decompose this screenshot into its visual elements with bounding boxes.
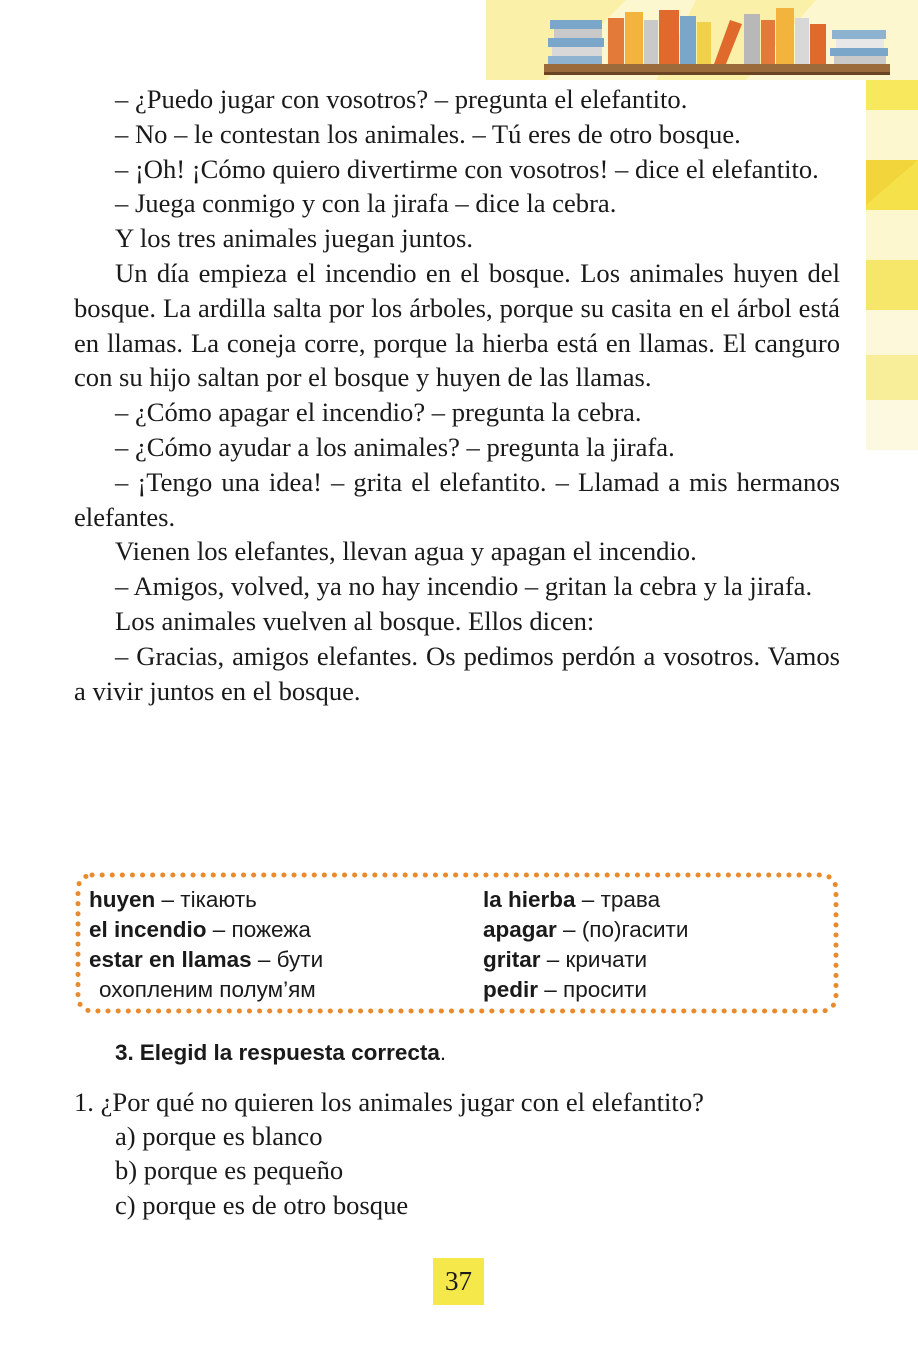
vocabulary-entry <box>483 885 688 915</box>
vocabulary-box <box>74 871 840 1015</box>
vocabulary-term: huyen <box>89 887 156 912</box>
vocabulary-entry <box>89 945 323 975</box>
vocabulary-column-right <box>483 885 688 1005</box>
bookshelf-illustration <box>486 0 918 80</box>
exercise-instruction-punct: . <box>439 1040 447 1065</box>
vocabulary-translation: – (по)гасити <box>556 917 689 942</box>
exercise-heading <box>115 1040 446 1066</box>
question-text: 1. ¿Por qué no quieren los animales jugar con el elefantito? <box>74 1087 704 1117</box>
vocabulary-translation: – пожежа <box>206 917 311 942</box>
vocabulary-translation: – кричати <box>540 947 648 972</box>
vocabulary-translation: – просити <box>538 977 647 1002</box>
story-paragraph: – ¡Tengo una idea! – grita el elefantito. – Llamad a mis hermanos elefantes. <box>74 466 840 532</box>
story-text <box>74 82 840 708</box>
story-paragraph: Un día empieza el incendio en el bosque. Los animales huyen del bosque. La ardilla salta por los árboles, porque su casita en el árbol está en llamas. La coneja corre, porque la hierba está en llamas. El canguro con su hijo saltan por el bosque y huyen de las llamas. <box>74 257 840 393</box>
vocabulary-entry <box>483 975 688 1005</box>
story-paragraph: – Gracias, amigos elefantes. Os pedimos perdón a vosotros. Vamos a vivir juntos en el bosque. <box>74 640 840 706</box>
answer-option: a) porque es blanco <box>115 1121 323 1152</box>
answer-option: b) porque es pequeño <box>115 1155 344 1186</box>
story-paragraph: Y los tres animales juegan juntos. <box>115 223 473 254</box>
vocabulary-entry-continuation <box>89 975 323 1005</box>
page-number: 37 <box>433 1258 484 1305</box>
vocabulary-term: gritar <box>483 947 541 972</box>
story-paragraph: Vienen los elefantes, llevan agua y apagan el incendio. <box>115 536 697 567</box>
vocabulary-entry <box>89 915 323 945</box>
story-paragraph: Los animales vuelven al bosque. Ellos dicen: <box>115 605 595 636</box>
vocabulary-entry <box>483 915 688 945</box>
vocabulary-translation: – трава <box>575 887 661 912</box>
vocabulary-translation: – бути <box>251 947 324 972</box>
story-paragraph: – ¿Puedo jugar con vosotros? – pregunta el elefantito. <box>115 84 688 114</box>
vocabulary-entry <box>483 945 688 975</box>
story-paragraph: – Juega conmigo y con la jirafa – dice la cebra. <box>115 188 617 219</box>
vocabulary-term: la hierba <box>483 887 576 912</box>
vocabulary-column-left <box>89 885 323 1005</box>
story-paragraph: – Amigos, volved, ya no hay incendio – gritan la cebra y la jirafa. <box>115 571 813 602</box>
answer-option: c) porque es de otro bosque <box>115 1189 409 1220</box>
exercise-instruction: Elegid la respuesta correcta <box>139 1040 440 1065</box>
story-paragraph: – ¡Oh! ¡Cómo quiero divertirme con vosotros! – dice el elefantito. <box>115 153 819 184</box>
vocabulary-term: apagar <box>483 917 557 942</box>
vocabulary-translation: – тікають <box>155 887 257 912</box>
story-paragraph: – ¿Cómo ayudar a los animales? – pregunta la jirafa. <box>115 431 675 462</box>
vocabulary-term: pedir <box>483 977 539 1002</box>
vocabulary-term: estar en llamas <box>89 947 252 972</box>
exercise-question <box>74 1085 874 1222</box>
vocabulary-entry <box>89 885 323 915</box>
vocabulary-translation: охопленим полум’ям <box>99 977 316 1002</box>
story-paragraph: – ¿Cómo apagar el incendio? – pregunta la cebra. <box>115 397 642 428</box>
vocabulary-term: el incendio <box>89 917 207 942</box>
story-paragraph: – No – le contestan los animales. – Tú eres de otro bosque. <box>115 118 741 149</box>
exercise-number: 3. <box>115 1040 134 1065</box>
